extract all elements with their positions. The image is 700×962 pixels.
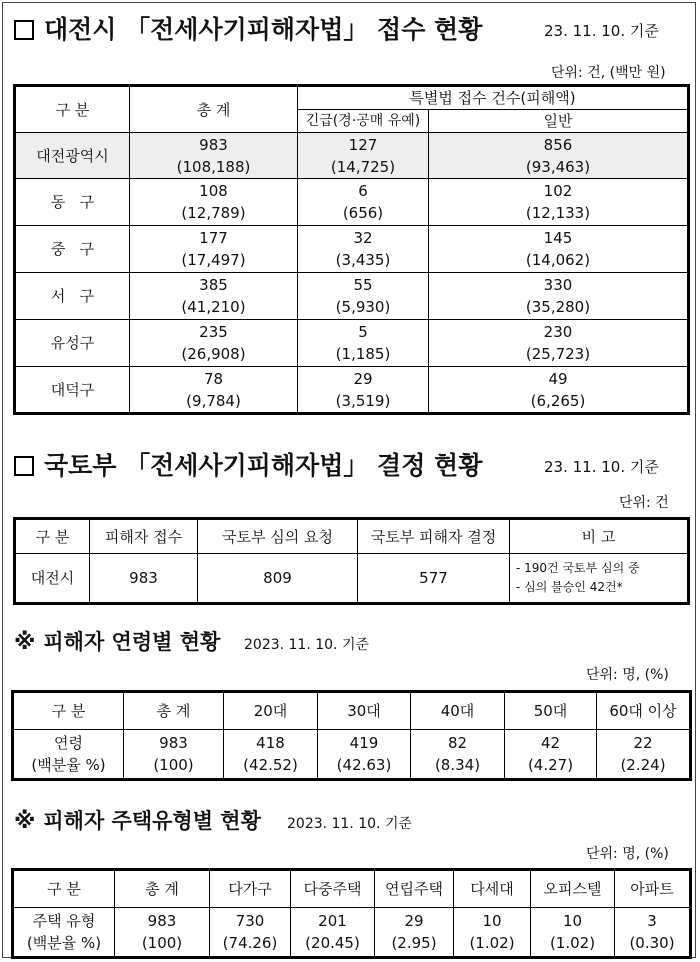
section2-title-text: 국토부 「전세사기피해자법」 결정 현황 bbox=[44, 451, 483, 480]
header-cell: 50대 bbox=[505, 692, 597, 730]
s2-note-line2: - 심의 불승인 42건* bbox=[516, 580, 623, 594]
header-cell: 구 분 bbox=[13, 870, 115, 908]
cell-urgent-amount: (14,725) bbox=[330, 157, 396, 176]
value-cell bbox=[411, 730, 505, 780]
cell-urgent bbox=[298, 273, 429, 320]
s2-row-decided: 577 bbox=[358, 554, 510, 604]
value-cell bbox=[597, 730, 691, 780]
section3-title bbox=[14, 626, 220, 656]
section1-date: 23. 11. 10. 기준 bbox=[544, 22, 659, 40]
value-cell bbox=[115, 908, 210, 958]
s2-header-gubun: 구 분 bbox=[15, 519, 90, 554]
cell-general-count: 230 bbox=[543, 323, 573, 341]
s2-row-requested: 809 bbox=[198, 554, 358, 604]
value-cell bbox=[615, 908, 691, 958]
header-cell: 60대 이상 bbox=[597, 692, 691, 730]
value-percent: (20.45) bbox=[305, 934, 360, 952]
table-row bbox=[15, 320, 689, 367]
header-gubun: 구 분 bbox=[15, 86, 130, 134]
value-cell bbox=[375, 908, 454, 958]
value-percent: (2.95) bbox=[391, 934, 437, 952]
s2-row-name: 대전시 bbox=[15, 554, 90, 604]
cell-urgent bbox=[298, 133, 429, 179]
header-cell: 40대 bbox=[411, 692, 505, 730]
value-count: 418 bbox=[256, 734, 285, 752]
row-label bbox=[13, 908, 115, 958]
section1-body bbox=[13, 132, 690, 415]
value-percent: (0.30) bbox=[629, 934, 675, 952]
section4-date: 2023. 11. 10. 기준 bbox=[287, 816, 413, 832]
value-cell bbox=[124, 730, 224, 780]
s2-row-received: 983 bbox=[90, 554, 198, 604]
table-row bbox=[15, 273, 689, 320]
section1-title bbox=[14, 10, 482, 46]
value-percent: (74.26) bbox=[222, 934, 278, 952]
value-percent: (1.02) bbox=[549, 934, 596, 952]
table-row bbox=[15, 179, 689, 226]
cell-urgent bbox=[298, 226, 429, 273]
cell-urgent-count: 127 bbox=[348, 135, 378, 154]
cell-total-count: 983 bbox=[199, 135, 228, 154]
cell-general-count: 330 bbox=[543, 276, 573, 294]
cell-total bbox=[130, 367, 298, 414]
cell-total-amount: (9,784) bbox=[186, 391, 241, 410]
table-row bbox=[15, 226, 689, 273]
row-name: 동 구 bbox=[15, 179, 130, 226]
row-name: 대전광역시 bbox=[15, 133, 130, 179]
cell-total-count: 78 bbox=[203, 369, 224, 388]
cell-total-count: 177 bbox=[199, 229, 228, 247]
value-count: 730 bbox=[235, 912, 265, 930]
section3-unit: 단위: 명, (%) bbox=[586, 667, 669, 683]
section4-title bbox=[14, 805, 261, 835]
header-cell: 총 계 bbox=[124, 692, 224, 730]
header-cell: 다가구 bbox=[210, 870, 291, 908]
value-percent: (8.34) bbox=[434, 756, 481, 774]
value-cell bbox=[531, 908, 615, 958]
checkbox-icon bbox=[14, 20, 34, 40]
cell-general bbox=[429, 320, 689, 367]
cell-urgent-count: 29 bbox=[353, 369, 373, 388]
table-row bbox=[15, 367, 689, 414]
section1-title-text: 대전시 「전세사기피해자법」 접수 현황 bbox=[44, 15, 483, 44]
section1-unit: 단위: 건, (백만 원) bbox=[551, 65, 666, 81]
cell-urgent-count: 32 bbox=[353, 229, 373, 247]
value-percent: (2.24) bbox=[620, 756, 666, 774]
header-cell: 20대 bbox=[224, 692, 318, 730]
value-count: 3 bbox=[647, 912, 657, 930]
cell-general-amount: (25,723) bbox=[525, 345, 591, 363]
header-general: 일반 bbox=[429, 110, 689, 134]
header-cell: 30대 bbox=[318, 692, 411, 730]
cell-total-amount: (12,789) bbox=[181, 204, 246, 222]
section1-table bbox=[13, 84, 690, 135]
s2-header-decided: 국토부 피해자 결정 bbox=[358, 519, 510, 554]
section4-unit: 단위: 명, (%) bbox=[586, 846, 669, 862]
value-count: 983 bbox=[159, 734, 188, 752]
s2-header-note: 비 고 bbox=[510, 519, 689, 554]
checkbox-icon bbox=[14, 456, 34, 476]
header-cell: 다세대 bbox=[454, 870, 531, 908]
cell-total bbox=[130, 179, 298, 226]
cell-general bbox=[429, 367, 689, 414]
cell-urgent-amount: (3,519) bbox=[335, 391, 391, 410]
s2-note-line1: - 190건 국토부 심의 중 bbox=[516, 561, 640, 575]
cell-total-amount: (17,497) bbox=[181, 251, 246, 269]
cell-total-count: 108 bbox=[199, 182, 228, 200]
table-row bbox=[13, 908, 691, 958]
header-row bbox=[13, 870, 691, 908]
cell-general bbox=[429, 273, 689, 320]
row-label-line2: (백분율 %) bbox=[26, 934, 102, 952]
row-name: 대덕구 bbox=[15, 367, 130, 414]
cell-urgent-amount: (3,435) bbox=[335, 251, 391, 269]
note-mark: ※ bbox=[14, 630, 36, 655]
value-cell bbox=[210, 908, 291, 958]
cell-total bbox=[130, 133, 298, 179]
cell-general-amount: (14,062) bbox=[525, 251, 591, 269]
value-percent: (1.02) bbox=[469, 934, 515, 952]
value-percent: (42.63) bbox=[336, 756, 392, 774]
cell-total-amount: (26,908) bbox=[181, 345, 246, 363]
header-cell: 다중주택 bbox=[291, 870, 375, 908]
cell-urgent-amount: (5,930) bbox=[335, 298, 391, 316]
cell-urgent-amount: (656) bbox=[342, 204, 384, 222]
row-label-line1: 주택 유형 bbox=[32, 912, 96, 930]
cell-general-count: 102 bbox=[543, 182, 573, 200]
section4-title-text: 피해자 주택유형별 현황 bbox=[43, 809, 261, 833]
row-name: 서 구 bbox=[15, 273, 130, 320]
value-cell bbox=[505, 730, 597, 780]
cell-general-count: 856 bbox=[543, 135, 573, 154]
header-cell: 연립주택 bbox=[375, 870, 454, 908]
cell-total bbox=[130, 320, 298, 367]
value-cell bbox=[318, 730, 411, 780]
value-cell bbox=[291, 908, 375, 958]
value-percent: (100) bbox=[153, 756, 194, 774]
s2-row-note bbox=[510, 554, 689, 604]
value-count: 10 bbox=[562, 912, 583, 930]
cell-total-count: 385 bbox=[199, 276, 228, 294]
cell-general-count: 49 bbox=[548, 369, 568, 388]
header-cell: 아파트 bbox=[615, 870, 691, 908]
value-count: 419 bbox=[349, 734, 379, 752]
header-cell: 구 분 bbox=[13, 692, 124, 730]
cell-total-amount: (108,188) bbox=[176, 157, 251, 176]
value-count: 983 bbox=[147, 912, 177, 930]
s2-header-received: 피해자 접수 bbox=[90, 519, 198, 554]
cell-urgent bbox=[298, 179, 429, 226]
row-label-line2: (백분율 %) bbox=[31, 756, 106, 774]
cell-urgent-count: 55 bbox=[353, 276, 373, 294]
cell-urgent-count: 5 bbox=[358, 323, 368, 341]
note-mark: ※ bbox=[14, 809, 36, 834]
cell-general-amount: (12,133) bbox=[525, 204, 591, 222]
cell-general-amount: (35,280) bbox=[525, 298, 591, 316]
row-name: 유성구 bbox=[15, 320, 130, 367]
value-percent: (4.27) bbox=[527, 756, 574, 774]
cell-general bbox=[429, 226, 689, 273]
s2-header-requested: 국토부 심의 요청 bbox=[198, 519, 358, 554]
value-count: 29 bbox=[404, 912, 424, 930]
section4-table bbox=[11, 868, 692, 959]
cell-general-amount: (6,265) bbox=[530, 391, 586, 410]
section2-title bbox=[14, 446, 482, 482]
cell-urgent bbox=[298, 367, 429, 414]
section2-table bbox=[13, 517, 690, 605]
value-cell bbox=[224, 730, 318, 780]
cell-urgent-count: 6 bbox=[358, 182, 368, 200]
cell-general-amount: (93,463) bbox=[525, 157, 591, 176]
header-cell: 총 계 bbox=[115, 870, 210, 908]
cell-urgent-amount: (1,185) bbox=[335, 345, 391, 363]
value-count: 10 bbox=[482, 912, 502, 930]
table-row bbox=[13, 730, 691, 780]
header-special: 특별법 접수 건수(피해액) bbox=[298, 86, 689, 110]
cell-urgent bbox=[298, 320, 429, 367]
cell-total bbox=[130, 273, 298, 320]
cell-general-count: 145 bbox=[543, 229, 573, 247]
cell-total-amount: (41,210) bbox=[181, 298, 246, 316]
section2-unit: 단위: 건 bbox=[619, 495, 669, 511]
row-name: 중 구 bbox=[15, 226, 130, 273]
cell-total bbox=[130, 226, 298, 273]
value-count: 22 bbox=[633, 734, 653, 752]
section3-table bbox=[11, 690, 692, 781]
header-total: 총 계 bbox=[130, 86, 298, 134]
value-count: 82 bbox=[447, 734, 468, 752]
row-label bbox=[13, 730, 124, 780]
header-cell: 오피스텔 bbox=[531, 870, 615, 908]
header-row bbox=[13, 692, 691, 730]
cell-total-count: 235 bbox=[199, 323, 228, 341]
value-cell bbox=[454, 908, 531, 958]
header-urgent: 긴급(경·공매 유예) bbox=[298, 110, 429, 134]
cell-general bbox=[429, 133, 689, 179]
value-count: 42 bbox=[540, 734, 561, 752]
section2-date: 23. 11. 10. 기준 bbox=[544, 458, 659, 476]
cell-general bbox=[429, 179, 689, 226]
row-label-line1: 연령 bbox=[54, 734, 83, 752]
value-percent: (42.52) bbox=[243, 756, 298, 774]
table-row bbox=[15, 133, 689, 179]
value-count: 201 bbox=[318, 912, 347, 930]
section3-title-text: 피해자 연령별 현황 bbox=[43, 630, 221, 654]
section3-date: 2023. 11. 10. 기준 bbox=[244, 637, 370, 653]
value-percent: (100) bbox=[141, 934, 183, 952]
